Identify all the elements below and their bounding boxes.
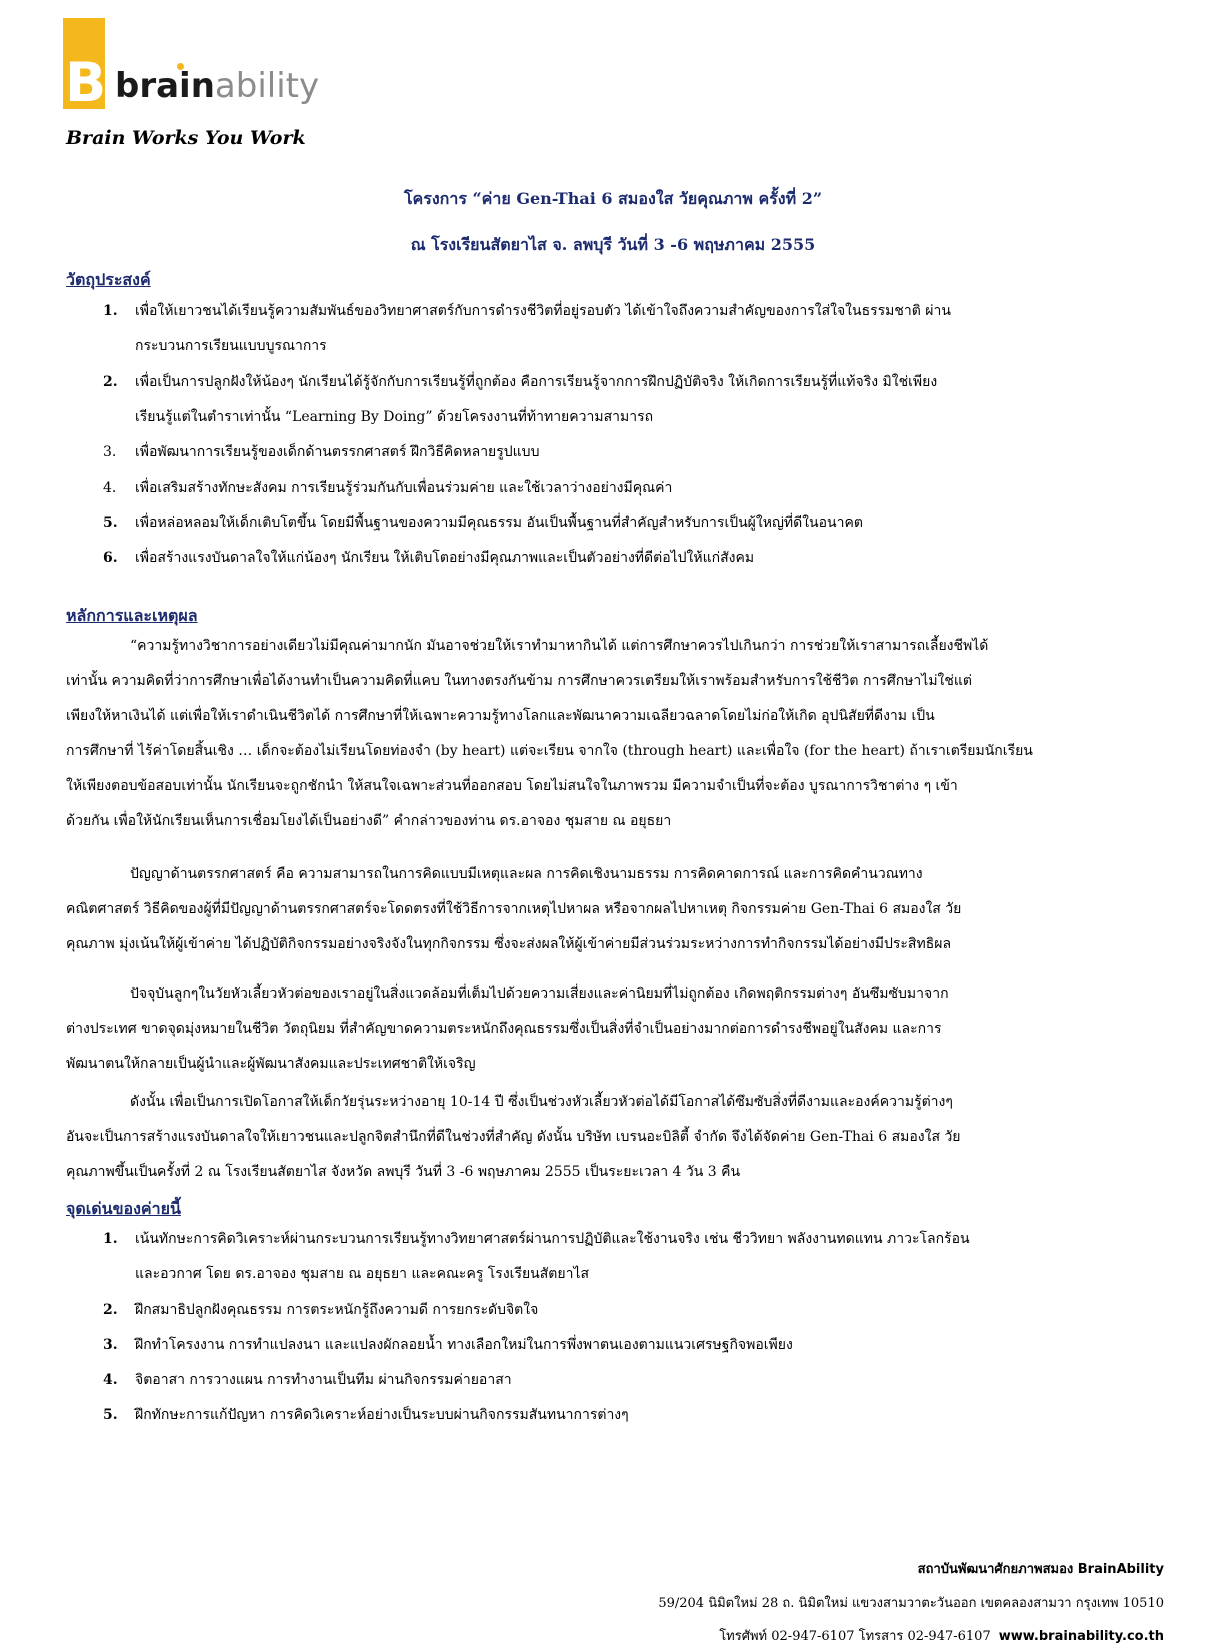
list-number: 4. (103, 1372, 118, 1388)
list-item: เน้นทักษะการคิดวิเคราะห์ผ่านกระบวนการเรียนรู้ทางวิทยาศาสตร์ผ่านการปฏิบัติและใช้งานจริง เช่น ชีววิทยา พลังงานทดแทน ภาวะโลกร้อน (135, 1231, 970, 1247)
paragraph-line: ปัญญาด้านตรรกศาสตร์ คือ ความสามารถในการคิดแบบมีเหตุและผล การคิดเชิงนามธรรม การคิดคาดการณ์ และการคิดคำนวณทาง (130, 866, 923, 882)
list-number: 6. (103, 550, 118, 566)
list-number: 5. (103, 1407, 118, 1423)
list-item: เพื่อเสริมสร้างทักษะสังคม การเรียนรู้ร่วมกันกับเพื่อนร่วมค่าย และใช้เวลาว่างอย่างมีคุณค่า (135, 480, 673, 496)
paragraph-line: ให้เพียงตอบข้อสอบเท่านั้น นักเรียนจะถูกชักนำ ให้สนใจเฉพาะส่วนที่ออกสอบ โดยไม่สนใจในภาพรวม มีความจำเป็นที่จะต้อง บูรณาการวิชาต่าง ๆ เข้า (66, 778, 958, 794)
paragraph-line: เพียงให้หาเงินได้ แต่เพื่อให้เราดำเนินชีวิตได้ การศึกษาที่ให้เฉพาะความรู้ทางโลกและพัฒนาความเฉลียวฉลาดโดยไม่ก่อให้เกิด อุปนิสัยที่ดีงาม เป็น (66, 708, 935, 724)
footer-phone: โทรศัพท์ 02-947-6107 โทรสาร 02-947-6107 (719, 1629, 991, 1644)
list-number: 5. (103, 515, 118, 531)
paragraph-line: “ความรู้ทางวิชาการอย่างเดียวไม่มีคุณค่ามากนัก มันอาจช่วยให้เราทำมาหากินได้ แต่การศึกษาควรไปเกินกว่า การช่วยให้เราสามารถเลี้ยงชีพได้ (130, 638, 989, 654)
paragraph-line: อันจะเป็นการสร้างแรงบันดาลใจให้เยาวชนและปลูกจิตสำนึกที่ดีในช่วงที่สำคัญ ดังนั้น บริษัท เบรนอะบิลิตี้ จำกัด จึงได้จัดค่าย Gen-Thai 6 สมองใส วัย (66, 1129, 961, 1145)
paragraph-line: คุณภาพ มุ่งเน้นให้ผู้เข้าค่าย ได้ปฏิบัติกิจกรรมอย่างจริงจังในทุกกิจกรรม ซึ่งจะส่งผลให้ผู้เข้าค่ายมีส่วนร่วมระหว่างการทำกิจกรรมได้อย่างมีประสิทธิผล (66, 936, 952, 952)
brainability-logo (63, 18, 320, 114)
highlights-heading: จุดเด่นของค่ายนี้ (66, 1199, 181, 1218)
footer-address: 59/204 นิมิตใหม่ 28 ถ. นิมิตใหม่ แขวงสามวาตะวันออก เขตคลองสามวา กรุงเทพ 10510 (658, 1596, 1164, 1611)
paragraph-line: เท่านั้น ความคิดที่ว่าการศึกษาเพื่อได้งานทำเป็นความคิดที่แคบ ในทางตรงกันข้าม การศึกษาควรเตรียมให้เราพร้อมสำหรับการใช้ชีวิต การศึกษาไม่ใช่แต่ (66, 673, 972, 689)
objectives-heading: วัตถุประสงค์ (66, 270, 151, 289)
document-title: โครงการ “ค่าย Gen-Thai 6 สมองใส วัยคุณภาพ ครั้งที่ 2” (403, 189, 823, 208)
footer-contact (719, 1625, 1164, 1646)
list-number: 2. (103, 1302, 118, 1318)
list-number: 2. (103, 374, 118, 390)
paragraph-line: คณิตศาสตร์ วิธีคิดของผู้ที่มีปัญญาด้านตรรกศาสตร์จะโดดตรงที่ใช้วิธีการจากเหตุไปหาผล หรือจากผลไปหาเหตุ กิจกรรมค่าย Gen-Thai 6 สมองใส วัย (66, 901, 962, 917)
logo-word-dark: brain (115, 66, 215, 106)
list-item: เพื่อให้เยาวชนได้เรียนรู้ความสัมพันธ์ของวิทยาศาสตร์กับการดำรงชีวิตที่อยู่รอบตัว ได้เข้าใจถึงความสำคัญของการใส่ใจในธรรมชาติ ผ่าน (135, 303, 951, 319)
list-item: เพื่อเป็นการปลูกฝังให้น้องๆ นักเรียนได้รู้จักกับการเรียนรู้ที่ถูกต้อง คือการเรียนรู้จากการฝึกปฏิบัติจริง ให้เกิดการเรียนรู้ที่แท้จริง มิใช่เพียง (135, 374, 938, 390)
logo-word-light: ability (214, 66, 320, 106)
footer-organization: สถาบันพัฒนาศักยภาพสมอง BrainAbility (917, 1562, 1164, 1577)
paragraph-line: คุณภาพขึ้นเป็นครั้งที่ 2 ณ โรงเรียนสัตยาไส จังหวัด ลพบุรี วันที่ 3 -6 พฤษภาคม 2555 เป็นระยะเวลา 4 วัน 3 คืน (66, 1164, 741, 1180)
logo-wordmark (115, 66, 319, 106)
paragraph-line: ปัจจุบันลูกๆในวัยหัวเลี้ยวหัวต่อของเราอยู่ในสิ่งแวดล้อมที่เต็มไปด้วยความเสี่ยงและค่านิยมที่ไม่ถูกต้อง เกิดพฤติกรรมต่างๆ อันซึมซับมาจาก (130, 986, 949, 1002)
paragraph-line: พัฒนาตนให้กลายเป็นผู้นำและผู้พัฒนาสังคมและประเทศชาติให้เจริญ (66, 1056, 476, 1072)
paragraph-line: ด้วยกัน เพื่อให้นักเรียนเห็นการเชื่อมโยงได้เป็นอย่างดี” คำกล่าวของท่าน ดร.อาจอง ชุมสาย ณ อยุธยา (66, 813, 672, 829)
logo-letter: B (65, 51, 107, 114)
list-number: 1. (103, 1231, 118, 1247)
paragraph-line: ต่างประเทศ ขาดจุดมุ่งหมายในชีวิต วัตถุนิยม ที่สำคัญขาดความตระหนักถึงคุณธรรมซึ่งเป็นสิ่งที่จำเป็นอย่างมากต่อการดำรงชีพอยู่ในสังคม และการ (66, 1021, 942, 1037)
list-item: เพื่อสร้างแรงบันดาลใจให้แก่น้องๆ นักเรียน ให้เติบโตอย่างมีคุณภาพและเป็นตัวอย่างที่ดีต่อไปให้แก่สังคม (135, 550, 755, 566)
list-number: 4. (103, 480, 117, 496)
rationale-heading: หลักการและเหตุผล (66, 606, 198, 625)
paragraph-line: การศึกษาที่ ไร้ค่าโดยสิ้นเชิง … เด็กจะต้องไม่เรียนโดยท่องจำ (by heart) แต่จะเรียน จากใจ (through heart) และเพื่อใจ (for the heart) ถ้าเราเตรียมนักเรียน (66, 743, 1033, 759)
list-number: 3. (103, 444, 117, 460)
list-item: ฝึกสมาธิปลูกฝังคุณธรรม การตระหนักรู้ถึงความดี การยกระดับจิตใจ (135, 1302, 539, 1318)
list-number: 1. (103, 303, 118, 319)
list-number: 3. (103, 1337, 118, 1353)
document-subtitle: ณ โรงเรียนสัตยาไส จ. ลพบุรี วันที่ 3 -6 พฤษภาคม 2555 (410, 235, 816, 254)
paragraph-line: ดังนั้น เพื่อเป็นการเปิดโอกาสให้เด็กวัยรุ่นระหว่างอายุ 10-14 ปี ซึ่งเป็นช่วงหัวเลี้ยวหัวต่อได้มีโอกาสได้ซึมซับสิ่งที่ดีงามและองค์ความรู้ต่างๆ (130, 1094, 953, 1110)
list-item-continued: เรียนรู้แต่ในตำราเท่านั้น “Learning By Doing” ด้วยโครงงานที่ท้าทายความสามารถ (135, 409, 654, 425)
list-item-continued: และอวกาศ โดย ดร.อาจอง ชุมสาย ณ อยุธยา และคณะครู โรงเรียนสัตยาไส (135, 1266, 590, 1282)
list-item: ฝึกทักษะการแก้ปัญหา การคิดวิเคราะห์อย่างเป็นระบบผ่านกิจกรรมสันทนาการต่างๆ (135, 1407, 629, 1423)
list-item: ฝึกทำโครงงาน การทำแปลงนา และแปลงผักลอยน้ำ ทางเลือกใหม่ในการพึ่งพาตนเองตามแนวเศรษฐกิจพอเพียง (135, 1337, 793, 1353)
list-item: จิตอาสา การวางแผน การทำงานเป็นทีม ผ่านกิจกรรมค่ายอาสา (135, 1372, 512, 1388)
footer-website-link[interactable]: www.brainability.co.th (998, 1629, 1164, 1644)
slogan: Brain Works You Work (66, 127, 306, 149)
list-item: เพื่อหล่อหลอมให้เด็กเติบโตขึ้น โดยมีพื้นฐานของความมีคุณธรรม อันเป็นพื้นฐานที่สำคัญสำหรับการเป็นผู้ใหญ่ที่ดีในอนาคต (135, 515, 863, 531)
list-item: เพื่อพัฒนาการเรียนรู้ของเด็กด้านตรรกศาสตร์ ฝึกวิธีคิดหลายรูปแบบ (135, 444, 540, 460)
list-item-continued: กระบวนการเรียนแบบบูรณาการ (135, 338, 327, 354)
